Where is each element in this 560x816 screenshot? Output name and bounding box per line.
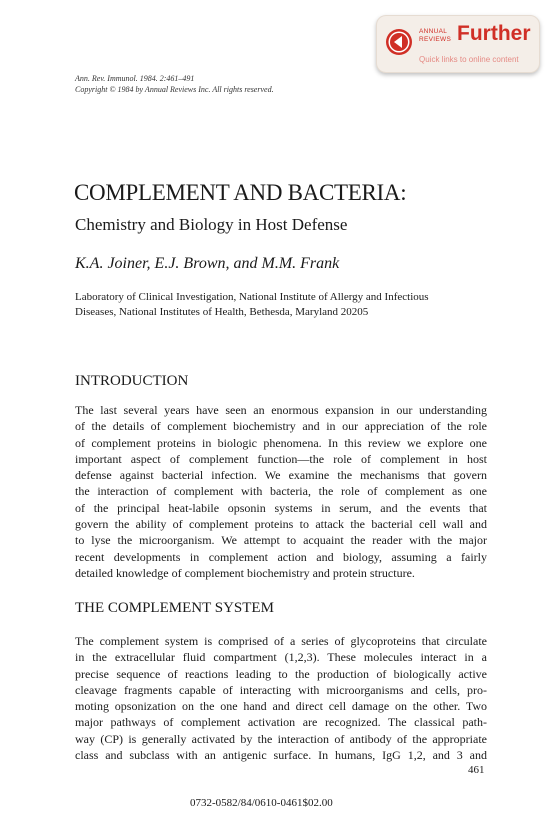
section-heading-complement-system: THE COMPLEMENT SYSTEM [75, 600, 274, 616]
annual-reviews-wordmark: ANNUAL REVIEWS [419, 28, 452, 43]
annual-reviews-further-badge[interactable] [376, 15, 540, 73]
copyright-line: Copyright © 1984 by Annual Reviews Inc. All rights reserved. [75, 85, 274, 94]
article-title: COMPLEMENT AND BACTERIA: [74, 180, 407, 205]
introduction-paragraph: The last several years have seen an enormous expansion in our understanding of the details of complement biochemistry and in our appreciation of the role of complement proteins in biologic phenomena. In this review we explore one important aspect of complement function—the role of complement in host defense against bacterial infection. We examine the mechanisms that govern the interaction of complement with bacteria, the role of complement as one of the principal heat-labile opsonin systems in serum, and the events that govern the ability of complement proteins to attack the bacterial cell wall and to lyse the microorganism. We attempt to acquaint the reader with the major recent developments in complement action and biology, assuming a fairly detailed knowledge of complement biochemistry and protein structure. [75, 403, 487, 580]
journal-citation [75, 73, 274, 95]
complement-system-paragraph: The complement system is comprised of a series of glycoproteins that circulate in the extracellular fluid compartment (1,2,3). These molecules interact in a precise sequence of reactions leading to the production of biologically active cleavage fragments capable of interacting with microorganisms and cells, pro- moting opsonization on the one hand and direct cell damage on the other. Two major pathways of complement activation are recognized. The classical path- way (CP) is generally activated by the interaction of antibody of the appropriate class and subclass with an antigenic surface. In humans, IgG 1,2, and 3 and [75, 634, 487, 763]
article-subtitle: Chemistry and Biology in Host Defense [75, 215, 348, 234]
article-authors: K.A. Joiner, E.J. Brown, and M.M. Frank [75, 255, 340, 272]
author-affiliation: Laboratory of Clinical Investigation, National Institute of Allergy and Infectious Diseases, National Institutes of Health, Bethesda, Maryland 20205 [75, 291, 429, 318]
page-number: 461 [468, 764, 485, 776]
further-wordmark: Further [457, 22, 531, 45]
play-icon [385, 28, 413, 56]
badge-subtitle: Quick links to online content [419, 55, 519, 64]
section-heading-introduction: INTRODUCTION [75, 373, 189, 389]
citation-line: Ann. Rev. Immunol. 1984. 2:461–491 [75, 74, 195, 83]
footer-price-code: 0732-0582/84/0610-0461$02.00 [190, 797, 333, 809]
